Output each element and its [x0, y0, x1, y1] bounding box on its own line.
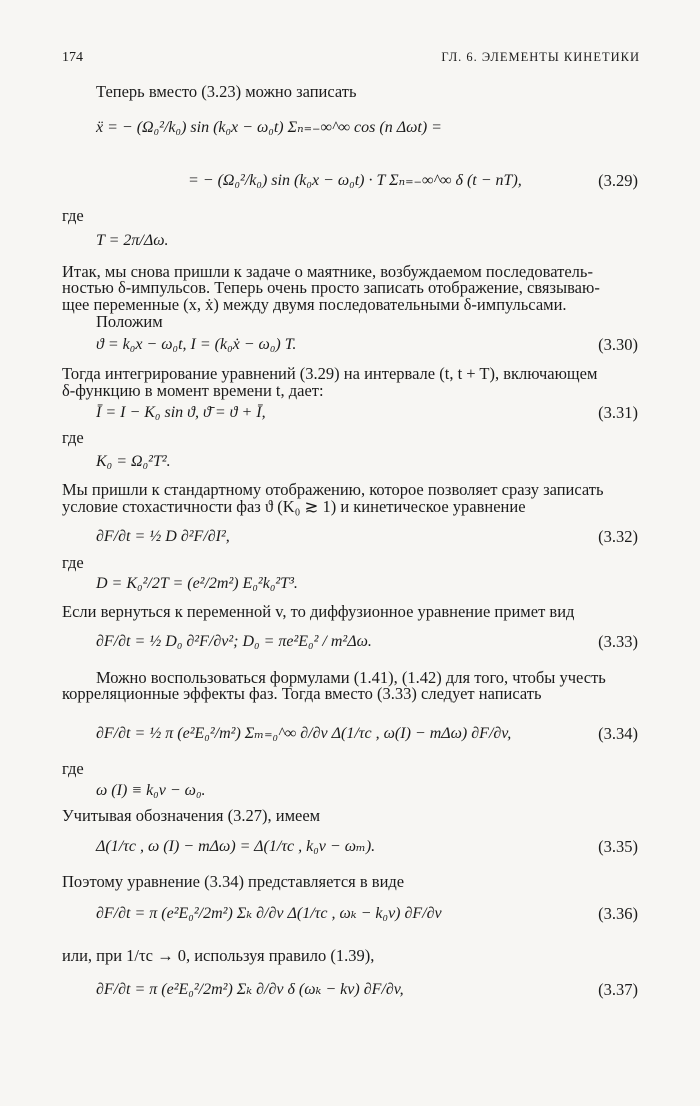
equation-3-33: ∂F/∂t = ½ D₀ ∂²F/∂v²; D₀ = πe²E₀² / m²Δω. — [96, 633, 372, 650]
text-line: Поэтому уравнение (3.34) представляется в виде — [62, 872, 405, 891]
equation-3-29-line-1: ẍ = − (Ω₀²/k₀) sin (k₀x − ω₀t) Σₙ₌₋∞^∞ cos (n Δωt) = — [96, 119, 442, 136]
equation-3-35: Δ(1/τc , ω (I) − mΔω) = Δ(1/τc , k₀v − ωₘ). — [96, 838, 376, 855]
text-line: где — [62, 206, 84, 225]
equation-3-36: ∂F/∂t = π (e²E₀²/2m²) Σₖ ∂/∂v Δ(1/τc , ωₖ − k₀v) ∂F/∂v — [96, 905, 442, 922]
equation-number: (3.32) — [598, 527, 638, 546]
text-line: щее переменные (x, ẋ) между двумя последовательными δ-импульсами. — [62, 295, 567, 314]
equation-3-29-line-2: = − (Ω₀²/k₀) sin (k₀x − ω₀t) · T Σₙ₌₋∞^∞ δ (t − nT), — [188, 172, 522, 189]
text-line: Тогда интегрирование уравнений (3.29) на интервале (t, t + T), включающем — [62, 364, 598, 383]
chapter-title: ГЛ. 6. ЭЛЕМЕНТЫ КИНЕТИКИ — [441, 50, 640, 64]
text-line: ностью δ-импульсов. Теперь очень просто записать отображение, связываю- — [62, 278, 600, 297]
text-line: Если вернуться к переменной v, то диффузионное уравнение примет вид — [62, 602, 575, 621]
text-line: где — [62, 759, 84, 778]
equation-number: (3.35) — [598, 837, 638, 856]
equation-number: (3.29) — [598, 171, 638, 190]
text-line: Итак, мы снова пришли к задаче о маятнике, возбуждаемом последователь- — [62, 262, 593, 281]
equation-number: (3.31) — [598, 403, 638, 422]
page-header — [62, 50, 640, 70]
text-line: Можно воспользоваться формулами (1.41), (1.42) для того, чтобы учесть — [96, 668, 606, 687]
equation-number: (3.30) — [598, 335, 638, 354]
text-line: Учитывая обозначения (3.27), имеем — [62, 806, 321, 825]
text-line: δ-функцию в момент времени t, дает: — [62, 381, 324, 400]
equation-D: D = K₀²/2T = (e²/2m²) E₀²k₀²T³. — [96, 575, 298, 592]
equation-number: (3.36) — [598, 904, 638, 923]
text-line: Мы пришли к стандартному отображению, которое позволяет сразу записать — [62, 480, 604, 499]
equation-T: T = 2π/Δω. — [96, 232, 169, 249]
equation-3-32: ∂F/∂t = ½ D ∂²F/∂I², — [96, 528, 230, 545]
equation-number: (3.33) — [598, 632, 638, 651]
text-line: корреляционные эффекты фаз. Тогда вместо (3.33) следует написать — [62, 684, 542, 703]
text-line: где — [62, 553, 84, 572]
equation-3-34: ∂F/∂t = ½ π (e²E₀²/m²) Σₘ₌₀^∞ ∂/∂v Δ(1/τc , ω(I) − mΔω) ∂F/∂v, — [96, 725, 512, 742]
text-line: условие стохастичности фаз ϑ (K₀ ≳ 1) и кинетическое уравнение — [62, 497, 526, 516]
equation-3-30: ϑ = k₀x − ω₀t, I = (k₀ẋ − ω₀) T. — [96, 336, 297, 353]
text-line: Теперь вместо (3.23) можно записать — [96, 82, 357, 101]
text-line: Положим — [96, 312, 163, 331]
equation-omega: ω (I) ≡ k₀v − ω₀. — [96, 782, 206, 799]
equation-number: (3.37) — [598, 980, 638, 999]
text-line: или, при 1/τc → 0, используя правило (1.39), — [62, 946, 375, 965]
equation-3-37: ∂F/∂t = π (e²E₀²/2m²) Σₖ ∂/∂v δ (ωₖ − kv) ∂F/∂v, — [96, 981, 404, 998]
page-number: 174 — [62, 50, 83, 65]
text-line: где — [62, 428, 84, 447]
equation-K0: K₀ = Ω₀²T². — [96, 453, 171, 470]
equation-number: (3.34) — [598, 724, 638, 743]
equation-3-31: Ī = I − K₀ sin ϑ, ϑ̄ = ϑ + Ī, — [96, 404, 266, 421]
